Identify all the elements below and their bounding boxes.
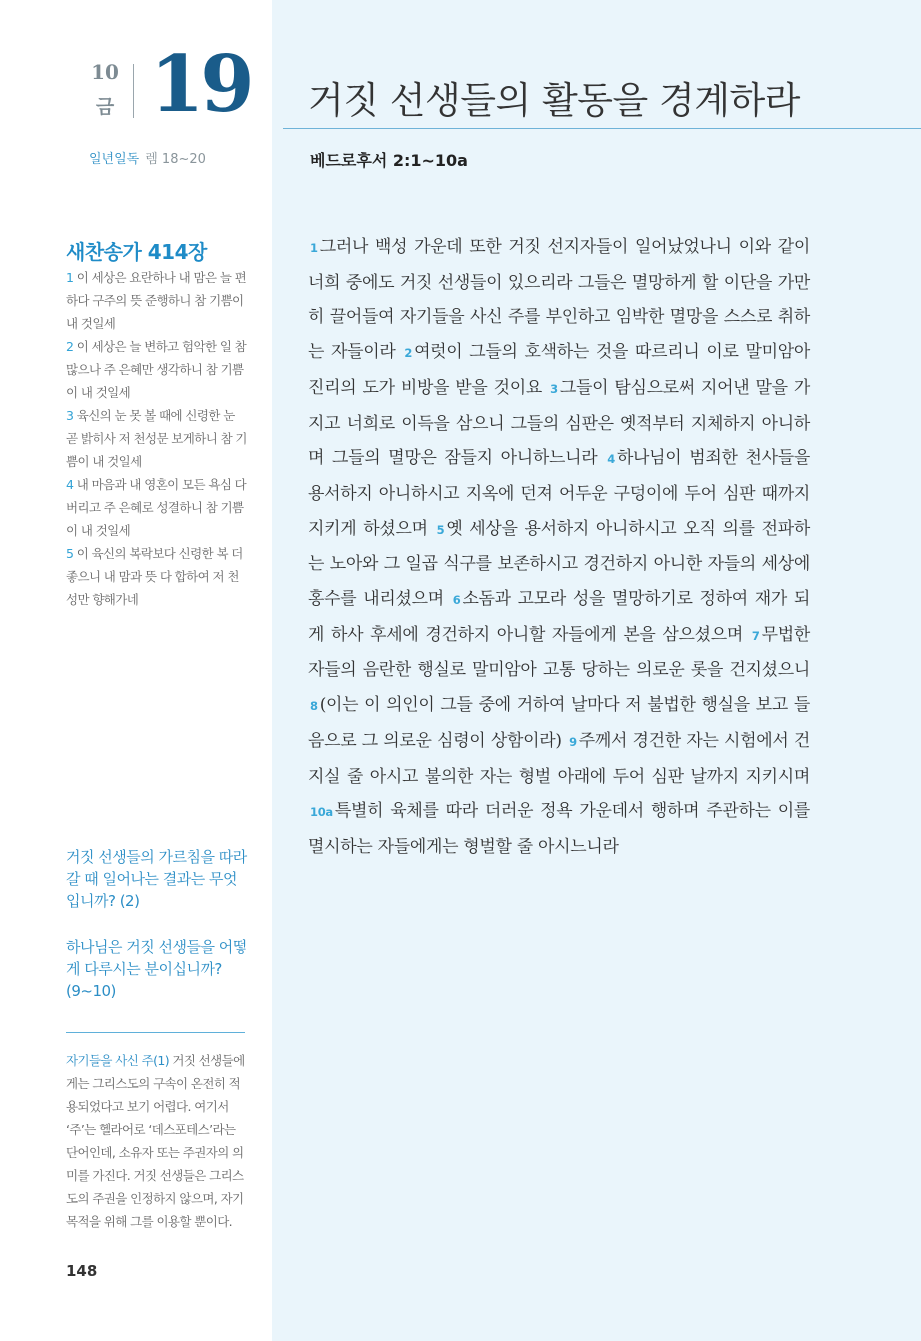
- verse-number: 10a: [310, 805, 333, 820]
- hymn-verse: [66, 266, 248, 335]
- hymn-verse-number: 5: [66, 546, 74, 561]
- verse-text: 여럿이 그들의 호색하는 것을 따르리니 이로 말미암아 진리의 도가 비방을 받을 것이요: [308, 342, 810, 398]
- verse-number: 3: [550, 381, 558, 396]
- verse-text: 옛 세상을 용서하지 아니하시고 오직 의를 전파하는 노아와 그 일곱 식구를 보존하시고 경건하지 아니한 자들의 세상에 홍수를 내리셨으며: [308, 518, 810, 610]
- study-question: 하나님은 거짓 선생들을 어떻게 다루시는 분이십니까? (9~10): [66, 938, 247, 1000]
- weekday-label: 금: [95, 96, 115, 118]
- hymn-verse-text: 내 마음과 내 영혼이 모든 욕심 다 버리고 주 은혜로 성결하니 참 기쁨이 내 것일세: [66, 477, 247, 538]
- page-number: 148: [66, 1262, 98, 1280]
- verse-number: 5: [436, 522, 445, 537]
- scripture-passage: [308, 230, 810, 865]
- study-questions: [66, 846, 250, 1002]
- hymn-verse: [66, 335, 248, 404]
- page-title: 거짓 선생들의 활동을 경계하라: [308, 79, 800, 122]
- commentary-note-text: 거짓 선생들에게는 그리스도의 구속이 온전히 적용되었다고 보기 어렵다. 여기서 ‘주’는 헬라어로 ‘데스포테스’라는 단어인데, 소유자 또는 주권자의 의미를 가진다. 거짓 선생들은 그리스도의 주권을 인정하지 않으며, 자기 목적을 위해 그를 이용할 뿐이다.: [66, 1053, 245, 1229]
- annual-reading: [89, 148, 206, 167]
- hymn-verse-text: 이 세상은 늘 변하고 험악한 일 참 많으나 주 은혜만 생각하니 참 기쁨이 내 것일세: [66, 339, 247, 400]
- hymn-lyrics: [66, 266, 248, 611]
- annual-reading-label: 일년일독: [89, 152, 140, 167]
- commentary-note: [66, 1049, 248, 1233]
- hymn-verse: [66, 473, 248, 542]
- hymn-verse-number: 1: [66, 270, 74, 285]
- verse-number: 9: [569, 734, 577, 749]
- verse-text: 무법한 자들의 음란한 행실로 말미암아 고통 당하는 의로운 롯을 건지셨으니: [308, 624, 810, 681]
- sidebar-divider: [66, 1032, 245, 1033]
- verse-number: 4: [607, 452, 615, 467]
- month-number: 10: [91, 60, 119, 84]
- hymn-verse-number: 2: [66, 339, 74, 354]
- passage-reference: 베드로후서 2:1~10a: [310, 151, 468, 170]
- commentary-note-heading: 자기들을 사신 주(1): [66, 1053, 169, 1068]
- hymn-title: 새찬송가 414장: [66, 240, 207, 264]
- study-question: 거짓 선생들의 가르침을 따라갈 때 일어나는 결과는 무엇입니까? (2): [66, 848, 247, 910]
- hymn-verse: [66, 404, 248, 473]
- verse-text: 소돔과 고모라 성을 멸망하기로 정하여 재가 되게 하사 후세에 경건하지 아니할 자들에게 본을 삼으셨으며: [308, 589, 810, 645]
- verse-text: 그들이 탐심으로써 지어낸 말을 가지고 너희로 이득을 삼으니 그들의 심판은 옛적부터 지체하지 아니하며 그들의 멸망은 잠들지 아니하느니라: [308, 377, 810, 469]
- title-divider: [283, 128, 921, 129]
- date-divider: [133, 64, 134, 118]
- day-number: 19: [150, 39, 251, 130]
- hymn-verse-text: 이 육신의 복락보다 신령한 복 더 좋으니 내 맘과 뜻 다 합하여 저 천성만 향해가네: [66, 546, 243, 607]
- verse-text: 주께서 경건한 자는 시험에서 건지실 줄 아시고 불의한 자는 형벌 아래에 두어 심판 날까지 지키시며: [308, 730, 810, 787]
- hymn-verse-number: 3: [66, 408, 74, 423]
- verse-number: 6: [452, 593, 461, 608]
- verse-text: 하나님이 범죄한 천사들을 용서하지 아니하시고 지옥에 던져 어두운 구덩이에 두어 심판 때까지 지키게 하셨으며: [308, 448, 810, 539]
- hymn-verse-text: 육신의 눈 못 볼 때에 신령한 눈 곧 밝히사 저 천성문 보게하니 참 기쁨이 내 것일세: [66, 408, 247, 469]
- verse-text: 특별히 육체를 따라 더러운 정욕 가운데서 행하며 주관하는 이를 멸시하는 자들에게는 형벌할 줄 아시느니라: [308, 801, 810, 857]
- verse-text: 그러나 백성 가운데 또한 거짓 선지자들이 일어났었나니 이와 같이 너희 중에도 거짓 선생들이 있으리라 그들은 멸망하게 할 이단을 가만히 끌어들여 자기들을 사신 주를 부인하고 임박한 멸망을 스스로 취하는 자들이라: [308, 237, 810, 363]
- verse-number: 8: [310, 699, 318, 714]
- verse-number: 7: [751, 628, 760, 643]
- hymn-verse-number: 4: [66, 477, 74, 492]
- verse-number: 1: [310, 241, 318, 255]
- verse-text: (이는 이 의인이 그들 중에 거하여 날마다 저 불법한 행실을 보고 들음으로 그 의로운 심령이 상함이라): [308, 695, 810, 751]
- annual-reading-ref: 렘 18~20: [145, 152, 206, 167]
- hymn-verse: [66, 542, 248, 611]
- hymn-verse-text: 이 세상은 요란하나 내 맘은 늘 편하다 구주의 뜻 준행하니 참 기쁨이 내 것일세: [66, 270, 247, 331]
- verse-number: 2: [404, 346, 413, 361]
